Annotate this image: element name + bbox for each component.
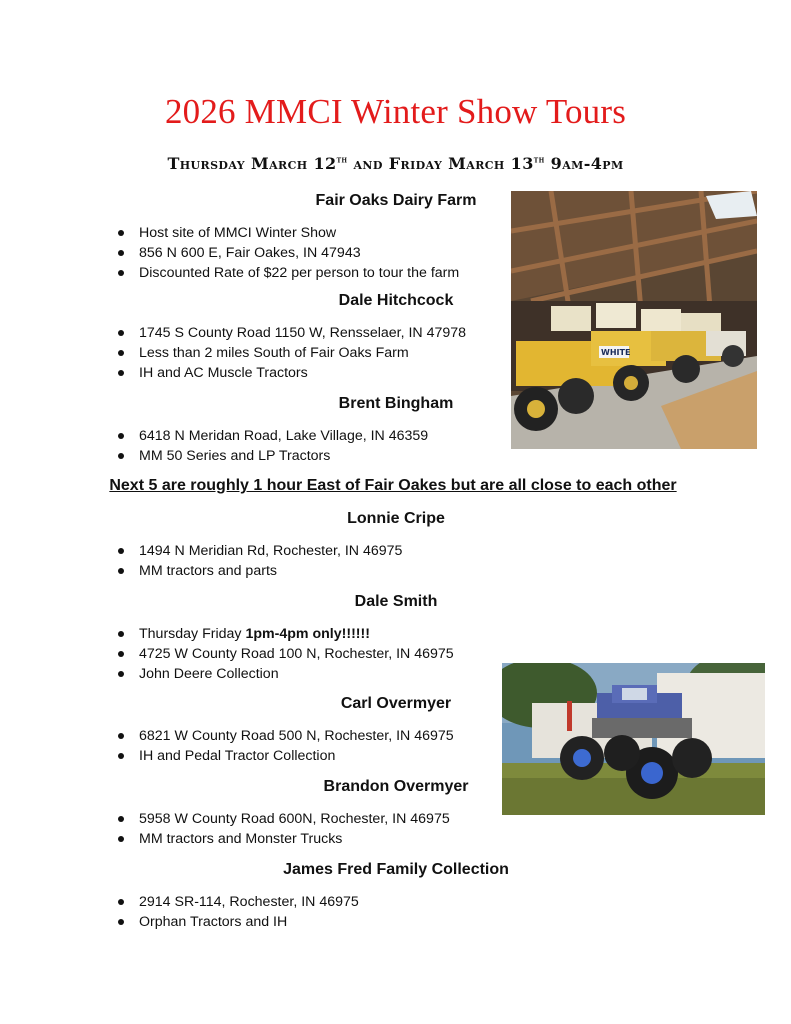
stop-heading-carl-overmyer: Carl Overmyer — [340, 695, 452, 712]
stop-list-lonnie-cripe — [139, 541, 402, 581]
event-dates: Thursday March 12th and Friday March 13th 9am-4pm — [167, 154, 624, 173]
list-item: Orphan Tractors and IH — [139, 912, 359, 932]
hours-text: Thursday Friday — [139, 626, 246, 642]
list-item: Host site of MMCI Winter Show — [139, 223, 459, 243]
stop-list-james-fred — [139, 892, 359, 932]
tractor-brand-text: WHITE — [601, 348, 631, 357]
hours-emphasis: 1pm-4pm only!!!!!! — [245, 626, 370, 642]
stop-heading-brandon-overmyer: Brandon Overmyer — [323, 778, 469, 795]
list-item: 4725 W County Road 100 N, Rochester, IN 46975 — [139, 646, 454, 662]
stop-list-fair-oaks — [139, 223, 459, 283]
stop-heading-lonnie-cripe: Lonnie Cripe — [347, 510, 445, 527]
stop-list-dale-hitchcock — [139, 323, 466, 383]
list-item: John Deere Collection — [139, 664, 454, 684]
tractor-barn-photo — [511, 191, 757, 449]
list-item: MM 50 Series and LP Tractors — [139, 446, 428, 466]
list-item: 6821 W County Road 500 N, Rochester, IN 46975 — [139, 728, 454, 744]
stop-heading-brent-bingham: Brent Bingham — [338, 395, 454, 412]
list-item: Discounted Rate of $22 per person to tour the farm — [139, 265, 460, 281]
list-item: IH and AC Muscle Tractors — [139, 363, 466, 383]
list-item: IH and Pedal Tractor Collection — [139, 746, 454, 766]
list-item: MM tractors and Monster Trucks — [139, 829, 450, 849]
stop-list-dale-smith — [139, 624, 454, 684]
list-item: 2914 SR-114, Rochester, IN 46975 — [139, 894, 359, 910]
stop-heading-dale-smith: Dale Smith — [354, 593, 438, 610]
list-item: MM tractors and parts — [139, 561, 402, 581]
stop-list-brent-bingham — [139, 426, 428, 466]
list-item: 1745 S County Road 1150 W, Rensselaer, IN 47978 — [139, 325, 467, 341]
stop-list-carl-overmyer — [139, 726, 454, 766]
list-item: 6418 N Meridan Road, Lake Village, IN 46359 — [139, 428, 429, 444]
page-title: 2026 MMCI Winter Show Tours — [164, 92, 627, 131]
list-item: 1494 N Meridian Rd, Rochester, IN 46975 — [139, 543, 403, 559]
stop-list-brandon-overmyer — [139, 809, 450, 849]
stop-heading-dale-hitchcock: Dale Hitchcock — [338, 292, 454, 309]
list-item: 5958 W County Road 600N, Rochester, IN 46975 — [139, 811, 450, 827]
list-item: Less than 2 miles South of Fair Oaks Farm — [139, 343, 466, 363]
monster-truck-photo — [502, 663, 765, 815]
stop-heading-james-fred: James Fred Family Collection — [283, 861, 509, 878]
list-item — [139, 624, 454, 644]
list-item: 856 N 600 E, Fair Oakes, IN 47943 — [139, 243, 459, 263]
distance-note: Next 5 are roughly 1 hour East of Fair Oakes but are all close to each other — [109, 477, 677, 494]
stop-heading-fair-oaks: Fair Oaks Dairy Farm — [315, 192, 477, 209]
